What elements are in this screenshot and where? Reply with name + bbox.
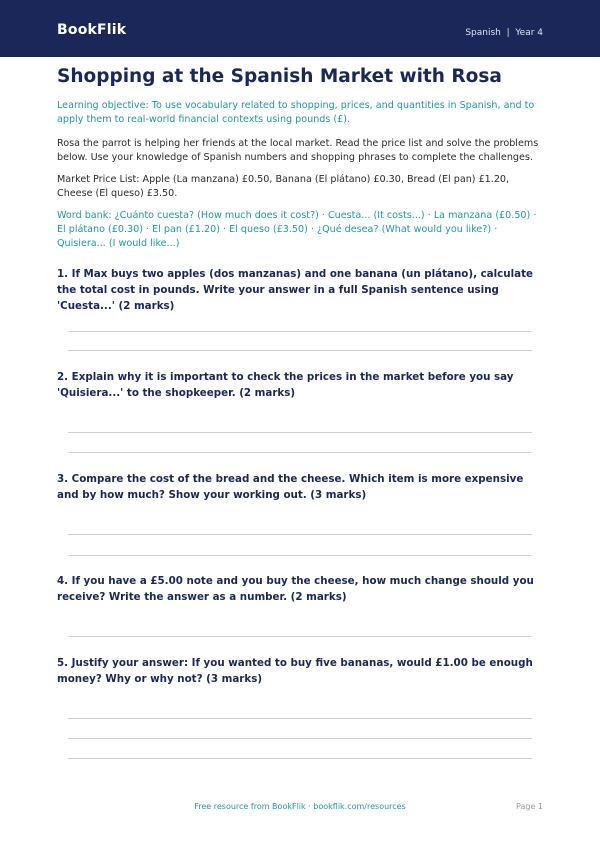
answer-line[interactable]	[68, 432, 532, 433]
answer-line[interactable]	[68, 636, 532, 637]
answer-line[interactable]	[68, 738, 532, 739]
price-list: Market Price List: Apple (La manzana) £0.50, Banana (El plátano) £0.30, Bread (El pan) £1.20, Cheese (El queso) £3.50.	[57, 174, 510, 199]
intro-text: Rosa the parrot is helping her friends at the local market. Read the price list and solve the problems below. Use your knowledge of Spanish numbers and shopping phrases to complete the challenges.	[57, 138, 539, 163]
question-text: 5. Justify your answer: If you wanted to buy five bananas, would £1.00 be enough money? Why or why not? (3 marks)	[57, 657, 533, 685]
answer-line[interactable]	[68, 331, 532, 332]
question-5	[57, 655, 543, 687]
subject-year-label: Spanish | Year 4	[465, 28, 543, 38]
answer-line[interactable]	[68, 452, 532, 453]
page-title: Shopping at the Spanish Market with Rosa	[57, 66, 502, 87]
worksheet-intro	[57, 66, 543, 251]
header-bar	[0, 0, 600, 57]
question-1	[57, 266, 543, 314]
footer-link[interactable]: Free resource from BookFlik · bookflik.com/resources	[194, 802, 406, 811]
question-text: 1. If Max buys two apples (dos manzanas) and one banana (un plátano), calculate the total cost in pounds. Write your answer in a full Spanish sentence using 'Cuesta...' (2 marks)	[57, 268, 533, 312]
question-text: 2. Explain why it is important to check the prices in the market before you say 'Quisiera...' to the shopkeeper. (2 marks)	[57, 371, 514, 399]
answer-line[interactable]	[68, 555, 532, 556]
brand-logo: BookFlik	[57, 22, 127, 38]
learning-objective: Learning objective: To use vocabulary related to shopping, prices, and quantities in Spanish, and to apply them to real-world financial contexts using pounds (£).	[57, 100, 535, 125]
answer-line[interactable]	[68, 758, 532, 759]
question-text: 4. If you have a £5.00 note and you buy the cheese, how much change should you receive? Write the answer as a number. (2 marks)	[57, 575, 534, 603]
answer-line[interactable]	[68, 534, 532, 535]
word-bank: Word bank: ¿Cuánto cuesta? (How much does it cost?) · Cuesta... (It costs...) · La manzana (£0.50) · El plátano (£0.30) · El pan (£1.20) · El queso (£3.50) · ¿Qué desea? (What would you like?) · Quisiera... (I would like...)	[57, 210, 537, 249]
answer-line[interactable]	[68, 350, 532, 351]
question-3	[57, 471, 543, 503]
page-number: Page 1	[516, 802, 543, 811]
question-4	[57, 573, 543, 605]
question-2	[57, 369, 543, 401]
question-text: 3. Compare the cost of the bread and the cheese. Which item is more expensive and by how much? Show your working out. (3 marks)	[57, 473, 524, 501]
answer-line[interactable]	[68, 718, 532, 719]
